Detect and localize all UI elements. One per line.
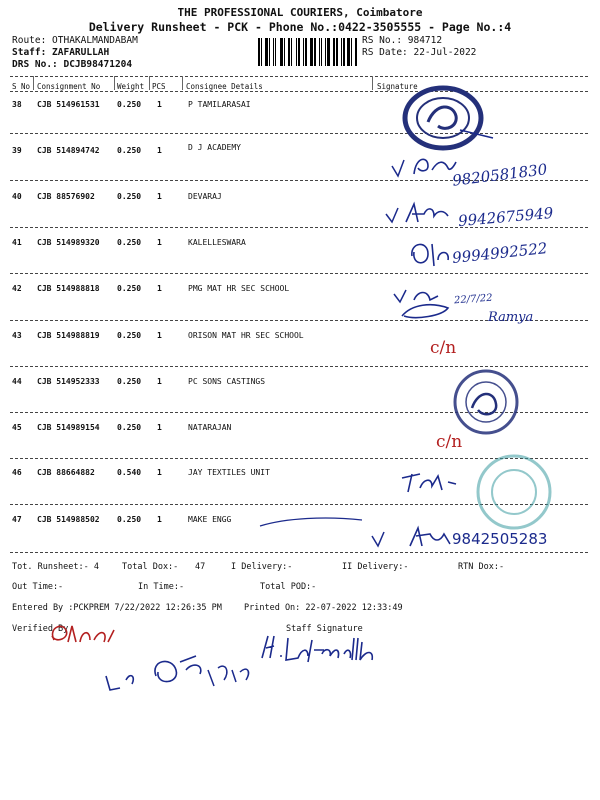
pen-stroke (256, 514, 366, 530)
barcode-bar (351, 38, 352, 66)
row-consignee: MAKE ENGG (188, 515, 232, 524)
barcode-bar (310, 38, 313, 66)
entered-by: Entered By :PCKPREM 7/22/2022 12:26:35 PM (12, 603, 222, 613)
barcode-bar (331, 38, 332, 66)
staff-signature-label: Staff Signature (286, 624, 363, 634)
row-sno: 47 (12, 515, 22, 524)
handwritten-signature (388, 148, 458, 188)
barcode-bar (286, 38, 287, 66)
row-consignee: P TAMILARASAI (188, 100, 251, 109)
barcode-bar (333, 38, 335, 66)
staff-label: Staff: ZAFARULLAH (12, 47, 110, 58)
barcode-bar (314, 38, 316, 66)
handwritten-name: Ramya (488, 310, 534, 325)
row-divider (10, 552, 588, 553)
ii-delivery: II Delivery:- (342, 562, 409, 572)
row-pcs: 1 (157, 100, 162, 109)
col-header-consignee: Consignee Details (186, 82, 263, 91)
col-divider (372, 76, 373, 90)
row-sno: 41 (12, 238, 22, 247)
handwritten-signature (384, 200, 454, 230)
printed-on: Printed On: 22-07-2022 12:33:49 (244, 603, 403, 613)
out-time: Out Time:- (12, 582, 64, 592)
col-header-signature: Signature (377, 82, 418, 91)
barcode-bar (277, 38, 279, 66)
row-pcs: 1 (157, 423, 162, 432)
barcode-bar (291, 38, 292, 66)
barcode-bar (341, 38, 342, 66)
row-weight: 0.250 (117, 146, 142, 155)
row-sno: 40 (12, 192, 22, 201)
row-weight: 0.250 (117, 192, 142, 201)
barcode-bar (319, 38, 320, 66)
row-sno: 43 (12, 331, 22, 340)
barcode-bar (323, 38, 324, 66)
rtn-dox: RTN Dox:- (458, 562, 505, 572)
row-consignment-no: CJB 88664882 (37, 468, 95, 477)
col-header-pcs: PCS (152, 82, 166, 91)
total-pod: Total POD:- (260, 582, 317, 592)
barcode-bar (321, 38, 323, 66)
barcode-bar (347, 38, 350, 66)
row-consignee: D J ACADEMY (188, 143, 241, 152)
row-consignee: KALELLESWARA (188, 238, 246, 247)
total-dox-label: Total Dox:- (122, 562, 179, 572)
row-divider (10, 273, 588, 274)
handwritten-signature (96, 640, 276, 700)
row-weight: 0.540 (117, 468, 142, 477)
row-divider (10, 227, 588, 228)
row-divider (10, 133, 588, 134)
document-title: THE PROFESSIONAL COURIERS, Coimbatore (177, 6, 423, 19)
handwritten-note: c/n (430, 338, 457, 358)
rs-date: RS Date: 22-Jul-2022 (362, 47, 477, 58)
row-consignee: PMG MAT HR SEC SCHOOL (188, 284, 290, 293)
barcode-bar (296, 38, 297, 66)
handwritten-phone: 9820581830 (451, 160, 549, 190)
row-consignee: NATARAJAN (188, 423, 232, 432)
row-consignee: PC SONS CASTINGS (188, 377, 266, 386)
row-consignment-no: CJB 514988818 (37, 284, 100, 293)
rubber-stamp (474, 452, 554, 532)
verified-by-label: Verified By (12, 624, 69, 634)
row-weight: 0.250 (117, 515, 142, 524)
row-pcs: 1 (157, 515, 162, 524)
row-consignee: DEVARAJ (188, 192, 222, 201)
row-consignment-no: CJB 514989154 (37, 423, 100, 432)
col-header-weight: Weight (117, 82, 145, 91)
handwritten-signature (398, 468, 468, 496)
handwritten-phone: 9942675949 (457, 203, 555, 231)
barcode-bar (258, 38, 260, 66)
row-pcs: 1 (157, 331, 162, 340)
row-pcs: 1 (157, 146, 162, 155)
barcode-bar (353, 38, 354, 66)
row-pcs: 1 (157, 238, 162, 247)
barcode-bar (336, 38, 338, 66)
barcode (258, 38, 358, 66)
barcode-bar (275, 38, 276, 66)
col-header-consignment: Consignment No (37, 82, 101, 91)
row-pcs: 1 (157, 468, 162, 477)
row-weight: 0.250 (117, 284, 142, 293)
barcode-bar (288, 38, 290, 66)
barcode-bar (303, 38, 304, 66)
row-sno: 39 (12, 146, 22, 155)
barcode-bar (327, 38, 330, 66)
barcode-bar (301, 38, 302, 66)
handwritten-date: 22/7/22 (453, 292, 493, 307)
row-sno: 45 (12, 423, 22, 432)
rubber-stamp (398, 82, 498, 152)
barcode-bar (325, 38, 326, 66)
total-runsheet: Tot. Runsheet:- 4 (12, 562, 99, 572)
in-time: In Time:- (138, 582, 185, 592)
table-top-rule (10, 76, 588, 77)
barcode-bar (273, 38, 274, 66)
row-consignment-no: CJB 514961531 (37, 100, 100, 109)
barcode-bar (263, 38, 264, 66)
row-consignment-no: CJB 514989320 (37, 238, 100, 247)
barcode-bar (280, 38, 283, 66)
row-weight: 0.250 (117, 331, 142, 340)
barcode-bar (298, 38, 300, 66)
i-delivery: I Delivery:- (231, 562, 293, 572)
total-dox-value: 47 (195, 562, 206, 572)
table-header-rule (10, 91, 588, 92)
barcode-bar (293, 38, 296, 66)
row-pcs: 1 (157, 192, 162, 201)
col-divider (182, 76, 183, 90)
row-divider (10, 366, 588, 367)
barcode-bar (308, 38, 309, 66)
staff-signature (258, 628, 388, 668)
route-label: Route: OTHAKALMANDABAM (12, 35, 138, 46)
barcode-bar (346, 38, 347, 66)
barcode-bar (261, 38, 262, 66)
handwritten-phone: 9842505283 (452, 530, 548, 548)
row-weight: 0.250 (117, 238, 142, 247)
col-header-sno: S No (12, 82, 31, 91)
handwritten-signature (392, 286, 462, 326)
row-consignment-no: CJB 514988502 (37, 515, 100, 524)
row-consignment-no: CJB 88576902 (37, 192, 95, 201)
barcode-bar (265, 38, 268, 66)
row-pcs: 1 (157, 284, 162, 293)
col-divider (149, 76, 150, 90)
barcode-bar (269, 38, 270, 66)
row-sno: 42 (12, 284, 22, 293)
barcode-bar (271, 38, 273, 66)
row-consignee: ORISON MAT HR SEC SCHOOL (188, 331, 304, 340)
col-divider (114, 76, 115, 90)
barcode-bar (343, 38, 345, 66)
barcode-bar (339, 38, 340, 66)
row-weight: 0.250 (117, 423, 142, 432)
row-weight: 0.250 (117, 377, 142, 386)
handwritten-phone: 9994992522 (451, 239, 549, 267)
row-pcs: 1 (157, 377, 162, 386)
row-consignment-no: CJB 514952333 (37, 377, 100, 386)
row-sno: 38 (12, 100, 22, 109)
rs-number: RS No.: 984712 (362, 35, 443, 46)
barcode-bar (317, 38, 318, 66)
drs-label: DRS No.: DCJB98471204 (12, 59, 133, 70)
rubber-stamp (448, 368, 528, 438)
row-consignee: JAY TEXTILES UNIT (188, 468, 270, 477)
handwritten-note: c/n (436, 432, 463, 452)
barcode-bar (305, 38, 307, 66)
row-weight: 0.250 (117, 100, 142, 109)
document-subtitle: Delivery Runsheet - PCK - Phone No.:0422-3505555 - Page No.:4 (88, 20, 512, 34)
barcode-bar (355, 38, 357, 66)
row-consignment-no: CJB 514988819 (37, 331, 100, 340)
row-sno: 46 (12, 468, 22, 477)
handwritten-signature (370, 520, 460, 556)
row-sno: 44 (12, 377, 22, 386)
col-divider (33, 76, 34, 90)
barcode-bar (284, 38, 285, 66)
row-consignment-no: CJB 514894742 (37, 146, 100, 155)
